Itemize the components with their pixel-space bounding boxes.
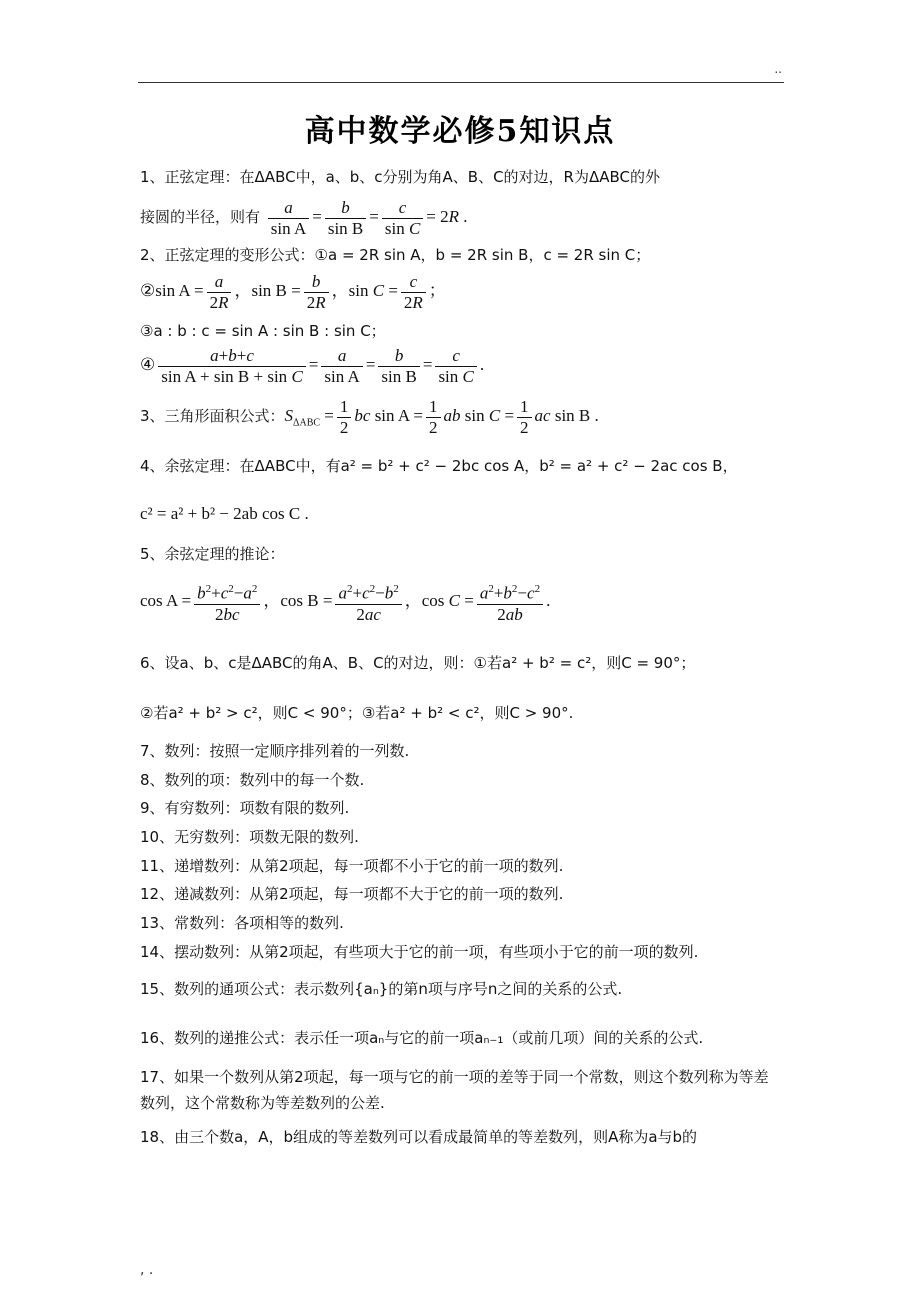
item-2-line-1: 2、正弦定理的变形公式：①a = 2R sin A，b = 2R sin B，c = 2R sin C； bbox=[140, 246, 651, 264]
item-9: 9、有穷数列：项数有限的数列. bbox=[140, 799, 350, 817]
item-7: 7、数列：按照一定顺序排列着的一列数. bbox=[140, 742, 410, 760]
item-11: 11、递增数列：从第2项起，每一项都不小于它的前一项的数列. bbox=[140, 857, 564, 875]
item-10: 10、无穷数列：项数无限的数列. bbox=[140, 828, 359, 846]
item-2-line-4: ④ $\frac{a+b+c}{\text{sin A + sin B + sin C}}$ = $\frac{a}{\text{sin A}}$ = $\frac{b}{\text{sin B}}$ = $\frac{c}{\text{sin C}}$ . bbox=[140, 345, 485, 386]
item-4-line-2: c² = a² + b² − 2ab cos C . bbox=[140, 504, 309, 523]
item-5-line-1: 5、余弦定理的推论： bbox=[140, 545, 285, 563]
header-rule bbox=[138, 82, 784, 83]
item-5-line-2: cos A = $\frac{b^2+c^2-a^2}{2bc}$ ，cos B = $\frac{a^2+c^2-b^2}{2ac}$ ，cos C = $\frac{a^2+b^2-c^2}{2ab}$ . bbox=[140, 576, 550, 626]
item-3: 3、三角形面积公式：$S_{\Delta ABC}$ = $\frac{1}{2}$ bc sin A = $\frac{1}{2}$ ab sin C = $\frac{1}{2}$ ac sin B . bbox=[140, 396, 599, 437]
item-12: 12、递减数列：从第2项起，每一项都不大于它的前一项的数列. bbox=[140, 885, 564, 903]
item-1-line-2 bbox=[140, 194, 468, 240]
item-8: 8、数列的项：数列中的每一个数. bbox=[140, 771, 365, 789]
item-17: 17、如果一个数列从第2项起，每一项与它的前一项的差等于同一个常数，则这个数列称为等差数列，这个常数称为等差数列的公差. bbox=[140, 1068, 769, 1112]
item-18: 18、由三个数a，A，b组成的等差数列可以看成最简单的等差数列，则A称为a与b的 bbox=[140, 1128, 698, 1146]
item-6-line-1: 6、设a、b、c是ΔABC的角A、B、C的对边，则：①若a² + b² = c²，则C = 90°； bbox=[140, 654, 696, 672]
item-15: 15、数列的通项公式：表示数列{aₙ}的第n项与序号n之间的关系的公式. bbox=[140, 980, 623, 998]
item-2-line-3: ③a : b : c = sin A : sin B : sin C； bbox=[140, 322, 386, 340]
item-13: 13、常数列：各项相等的数列. bbox=[140, 914, 344, 932]
footer-mark: , . bbox=[140, 1262, 154, 1278]
header-corner-mark: .. bbox=[774, 62, 782, 76]
item-6-line-2: ②若a² + b² > c²，则C < 90°；③若a² + b² < c²，则C > 90°. bbox=[140, 704, 574, 722]
item-14: 14、摆动数列：从第2项起，有些项大于它的前一项，有些项小于它的前一项的数列. bbox=[140, 943, 699, 961]
item-1-line-1: 1、正弦定理：在ΔABC中，a、b、c分别为角A、B、C的对边，R为ΔABC的外 bbox=[140, 168, 661, 186]
item-16: 16、数列的递推公式：表示任一项aₙ与它的前一项aₙ₋₁（或前几项）间的关系的公式. bbox=[140, 1029, 704, 1047]
item-4-line-1: 4、余弦定理：在ΔABC中，有a² = b² + c² − 2bc cos A，b² = a² + c² − 2ac cos B， bbox=[140, 457, 738, 475]
item-2-line-2: ②sin A = $\frac{a}{2R}$ ，sin B = $\frac{b}{2R}$ ，sin C = $\frac{c}{2R}$ ； bbox=[140, 271, 446, 312]
sine-law-formula: $\frac{a}{\text{sin A}}$ = $\frac{b}{\text{sin B}}$ = $\frac{c}{\text{sin C}}$ = 2R . bbox=[265, 207, 468, 226]
page-title: 高中数学必修5知识点 bbox=[304, 114, 616, 149]
item-1-prefix: 接圆的半径，则有 bbox=[140, 208, 261, 226]
